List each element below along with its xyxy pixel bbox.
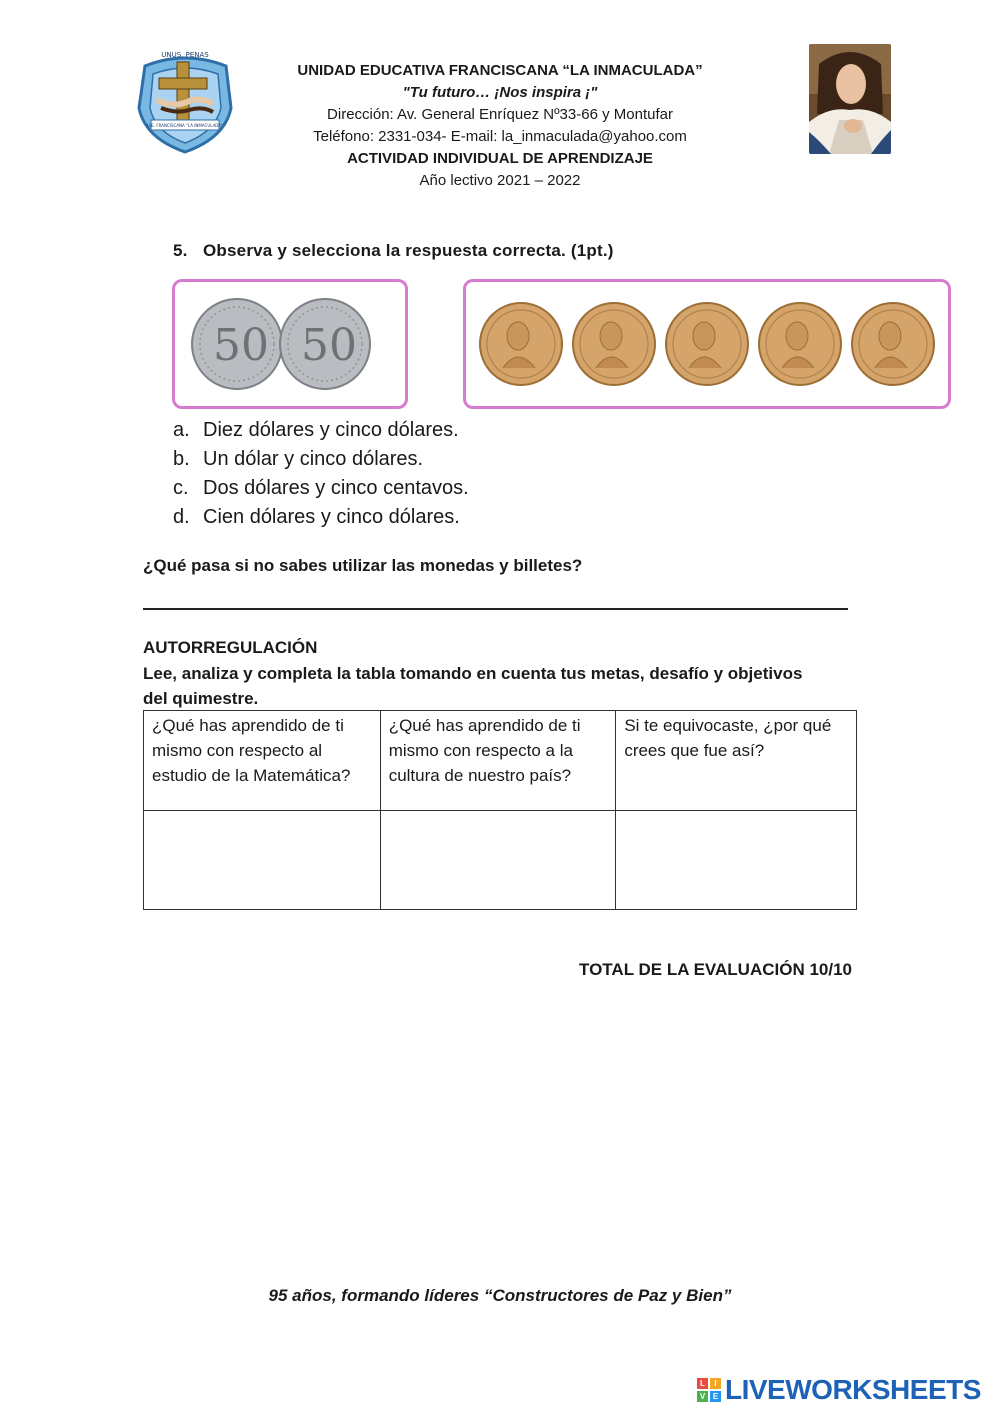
- liveworksheets-logo-icon: [697, 1378, 721, 1402]
- table-header-row: [144, 711, 857, 811]
- liveworksheets-watermark: [697, 1374, 981, 1406]
- option-text: Diez dólares y cinco dólares.: [203, 419, 459, 441]
- school-logo: [133, 48, 238, 156]
- badge-letter: E: [710, 1391, 721, 1402]
- badge-letter: V: [697, 1391, 708, 1402]
- silver-50-cent-coin: [280, 299, 370, 389]
- question-5-title: [173, 241, 614, 261]
- answer-line-input[interactable]: [143, 608, 848, 610]
- liveworksheets-text: LIVEWORKSHEETS: [725, 1374, 981, 1405]
- school-motto: "Tu futuro… ¡Nos inspira ¡": [402, 84, 598, 101]
- option-letter: b.: [173, 448, 190, 470]
- answer-cell-mistakes[interactable]: [616, 811, 857, 910]
- question-text: Observa y selecciona la respuesta correcta. (1pt.): [203, 241, 614, 260]
- autorregulacion-instruction: Lee, analiza y completa la tabla tomando en cuenta tus metas, desafío y objetivos del quimestre.: [143, 664, 803, 708]
- gold-dollar-coin: [573, 303, 655, 385]
- reflection-question: ¿Qué pasa si no sabes utilizar las monedas y billetes?: [143, 556, 583, 575]
- gold-dollar-coin: [759, 303, 841, 385]
- virgin-portrait-image: [809, 44, 891, 154]
- school-year: Año lectivo 2021 – 2022: [419, 172, 581, 189]
- gold-dollar-coin: [480, 303, 562, 385]
- evaluation-total: TOTAL DE LA EVALUACIÓN 10/10: [579, 960, 852, 979]
- option-d[interactable]: [173, 503, 469, 532]
- answer-cell-culture[interactable]: [380, 811, 616, 910]
- activity-title: ACTIVIDAD INDIVIDUAL DE APRENDIZAJE: [347, 150, 653, 167]
- table-header-mistakes: Si te equivocaste, ¿por qué crees que fue así?: [616, 711, 857, 811]
- coin-value-label: 50: [301, 320, 357, 371]
- option-letter: a.: [173, 419, 190, 441]
- option-text: Cien dólares y cinco dólares.: [203, 506, 460, 528]
- option-b[interactable]: [173, 445, 469, 474]
- silver-50-cent-coin: [192, 299, 282, 389]
- school-header: [250, 60, 750, 192]
- logo-ribbon-text: U.E. FRANCISCANA "LA INMACULADA": [147, 123, 223, 128]
- gold-dollar-coin: [852, 303, 934, 385]
- option-a[interactable]: [173, 416, 469, 445]
- table-row: [144, 811, 857, 910]
- self-assessment-table: [143, 710, 857, 910]
- table-header-math: ¿Qué has aprendido de ti mismo con respecto al estudio de la Matemática?: [144, 711, 381, 811]
- answer-cell-math[interactable]: [144, 811, 381, 910]
- gold-dollar-coin: [666, 303, 748, 385]
- option-letter: d.: [173, 506, 190, 528]
- option-c[interactable]: [173, 474, 469, 503]
- school-address: Dirección: Av. General Enríquez Nº33-66 y Montufar: [327, 106, 673, 123]
- option-text: Dos dólares y cinco centavos.: [203, 477, 469, 499]
- school-name: UNIDAD EDUCATIVA FRANCISCANA “LA INMACULADA”: [297, 62, 703, 79]
- footer-slogan: 95 años, formando líderes “Constructores de Paz y Bien”: [268, 1286, 732, 1305]
- autorregulacion-title: AUTORREGULACIÓN: [143, 638, 318, 657]
- badge-letter: L: [697, 1378, 708, 1389]
- coin-group-gold: [463, 279, 951, 409]
- school-contact: Teléfono: 2331-034- E-mail: la_inmaculada@yahoo.com: [313, 128, 687, 145]
- badge-letter: I: [710, 1378, 721, 1389]
- answer-options: [173, 416, 469, 532]
- option-letter: c.: [173, 477, 189, 499]
- option-text: Un dólar y cinco dólares.: [203, 448, 424, 470]
- table-header-culture: ¿Qué has aprendido de ti mismo con respecto a la cultura de nuestro país?: [380, 711, 616, 811]
- coin-group-silver: [172, 279, 408, 409]
- logo-banner-text: UNUS. PENAS: [161, 51, 209, 59]
- coin-value-label: 50: [213, 320, 269, 371]
- question-number: 5.: [173, 241, 188, 260]
